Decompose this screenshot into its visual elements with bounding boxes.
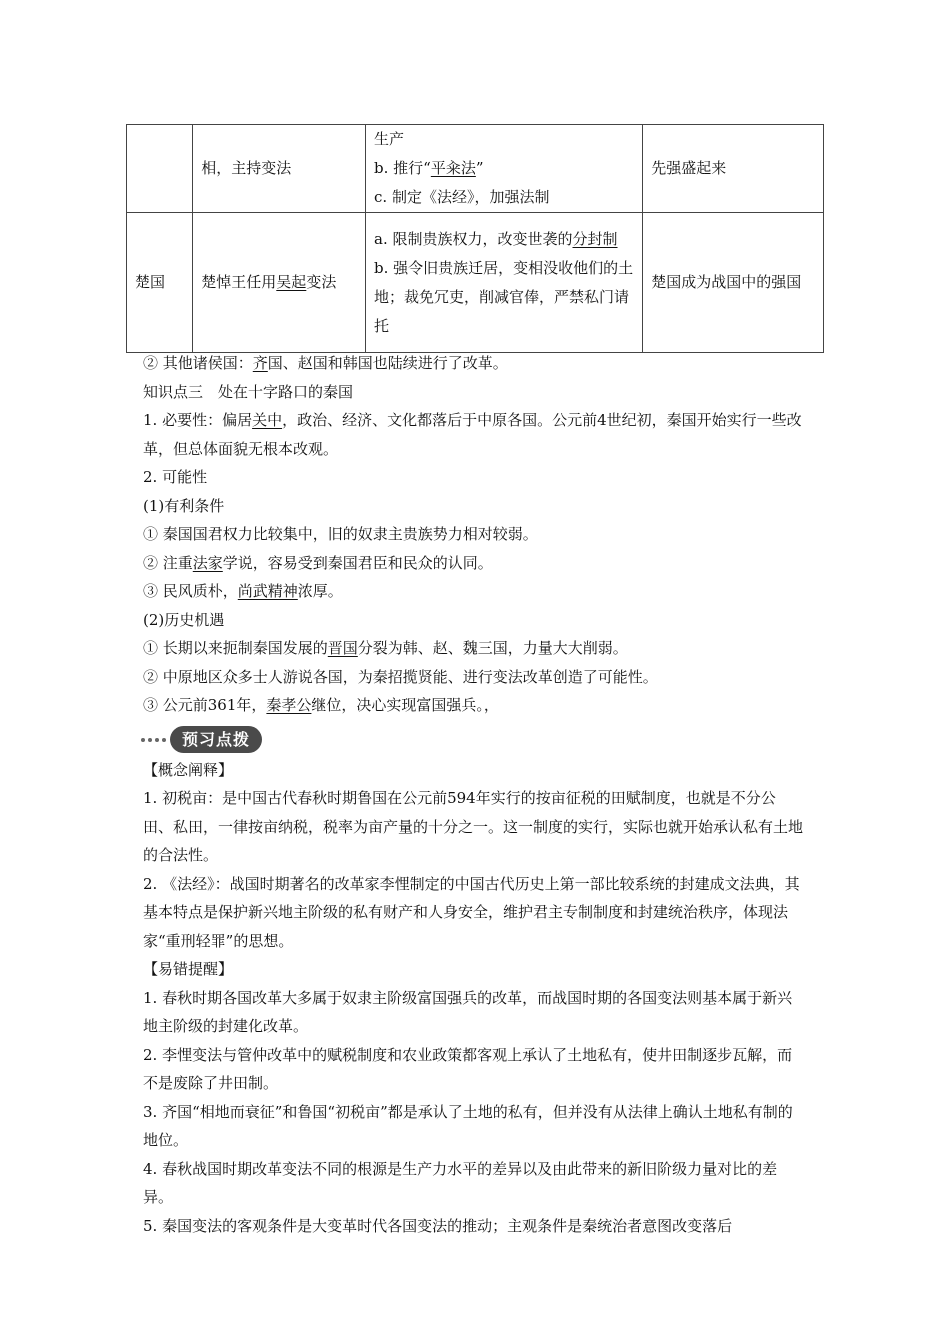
paragraph xyxy=(143,577,803,606)
text: 继位，决心实现富国强兵。， xyxy=(311,696,499,714)
paragraph xyxy=(143,634,803,663)
cell-text: a. 限制贵族权力，改变世袭的 xyxy=(374,229,573,248)
reform-table xyxy=(126,124,824,353)
text: ③ 公元前361年， xyxy=(143,696,267,714)
table-cell-person xyxy=(193,125,366,213)
paragraph: 2. 《法经》：战国时期著名的改革家李悝制定的中国古代历史上第一部比较系统的封建成文法典，其基本特点是保护新兴地主阶级的私有财产和人身安全，维护君主专制制度和封建统治秩序，体现法家“重刑轻罪”的思想。 xyxy=(143,874,800,950)
text: 国、赵国和韩国也陆续进行了改革。 xyxy=(267,354,508,372)
body-text xyxy=(143,349,803,1240)
paragraph: 5. 秦国变法的客观条件是大变革时代各国变法的推动；主观条件是秦统治者意图改变落后 xyxy=(143,1216,733,1235)
paragraph xyxy=(143,549,803,578)
text: ② 注重 xyxy=(143,553,193,572)
cell-line: 生产 xyxy=(374,130,405,148)
paragraph: 1. 初税亩：是中国古代春秋时期鲁国在公元前594年实行的按亩征税的田赋制度，也就是不分公田、私田，一律按亩纳税，税率为亩产量的十分之一。这一制度的实行，实际也就开始承认私有土地的合法性。 xyxy=(143,789,804,864)
cell-text: 楚悼王任用 xyxy=(201,273,277,291)
dot xyxy=(141,738,145,742)
paragraph: ② 中原地区众多士人游说各国，为秦招揽贤能、进行变法改革创造了可能性。 xyxy=(143,667,658,686)
dot xyxy=(155,738,159,742)
underlined-term: 吴起 xyxy=(276,273,307,291)
underlined-term: 法家 xyxy=(192,553,223,572)
section-badge-line xyxy=(141,722,803,758)
underlined-term: 分封制 xyxy=(572,229,618,248)
paragraph: ① 秦国国君权力比较集中，旧的奴隶主贵族势力相对较弱。 xyxy=(143,525,538,543)
paragraph: 2. 可能性 xyxy=(143,468,208,486)
table-row xyxy=(127,125,824,213)
text: ② 其他诸侯国： xyxy=(143,354,253,372)
paragraph: 3. 齐国“相地而衰征”和鲁国“初税亩”都是承认了土地的私有，但并没有从法律上确认土地私有制的地位。 xyxy=(143,1102,793,1149)
table-cell-state xyxy=(127,125,193,213)
section-heading: 知识点三 处在十字路口的秦国 xyxy=(143,382,354,401)
underlined-term: 晋国 xyxy=(327,639,358,657)
cell-line: b. 强令旧贵族迁居，变相没收他们的土地；裁免冗吏，削减官俸，严禁私门请托 xyxy=(374,258,634,335)
dots-decoration xyxy=(141,738,166,742)
table-row xyxy=(127,213,824,353)
text: 分裂为韩、赵、魏三国，力量大大削弱。 xyxy=(357,639,628,657)
paragraph: 4. 春秋战国时期改革变法不同的根源是生产力水平的差异以及由此带来的新旧阶级力量对比的差异。 xyxy=(143,1159,778,1206)
section-badge: 预习点拨 xyxy=(170,726,262,753)
text: ③ 民风质朴， xyxy=(143,582,238,600)
text: ① 长期以来扼制秦国发展的 xyxy=(143,639,328,657)
table-cell-person xyxy=(193,213,366,353)
paragraph: (1)有利条件 xyxy=(143,496,225,515)
paragraph: 1. 春秋时期各国改革大多属于奴隶主阶级富国强兵的改革，而战国时期的各国变法则基本属于新兴地主阶级的封建化改革。 xyxy=(143,988,793,1035)
text: 浓厚。 xyxy=(297,582,343,600)
cell-line: c. 制定《法经》，加强法制 xyxy=(374,188,550,206)
subsection-heading: 【概念阐释】 xyxy=(143,760,234,779)
cell-text: b. 推行“ xyxy=(374,159,431,177)
paragraph xyxy=(143,691,803,720)
table-cell-result: 楚国成为战国中的强国 xyxy=(643,213,824,353)
paragraph xyxy=(143,349,803,378)
table-cell-measures xyxy=(366,125,643,213)
paragraph: 2. 李悝变法与管仲改革中的赋税制度和农业政策都客观上承认了土地私有，使井田制逐步瓦解，而不是废除了井田制。 xyxy=(143,1045,793,1092)
paragraph xyxy=(143,406,803,463)
cell-text: ” xyxy=(475,159,484,177)
text: 学说，容易受到秦国君臣和民众的认同。 xyxy=(222,553,493,572)
table-cell-result: 先强盛起来 xyxy=(643,125,824,213)
text: ，政治、经济、文化都落后于中原各国。公元前4世纪初，秦国开始实行一些改革，但总体面貌无根本改观。 xyxy=(143,411,802,458)
underlined-term: 平籴法 xyxy=(430,159,476,177)
underlined-term: 秦孝公 xyxy=(266,696,312,714)
underlined-term: 齐 xyxy=(252,354,268,372)
table-cell-measures xyxy=(366,213,643,353)
cell-line xyxy=(374,225,634,254)
cell-text: 相，主持变法 xyxy=(201,159,292,177)
paragraph: (2)历史机遇 xyxy=(143,610,225,629)
table-cell-state: 楚国 xyxy=(127,213,193,353)
cell-line xyxy=(374,154,634,183)
dot xyxy=(148,738,152,742)
cell-text: 变法 xyxy=(306,273,337,291)
underlined-term: 尚武精神 xyxy=(237,582,298,600)
dot xyxy=(162,738,166,742)
subsection-heading: 【易错提醒】 xyxy=(143,960,234,978)
text: 1. 必要性：偏居 xyxy=(143,411,253,429)
underlined-term: 关中 xyxy=(252,411,283,429)
